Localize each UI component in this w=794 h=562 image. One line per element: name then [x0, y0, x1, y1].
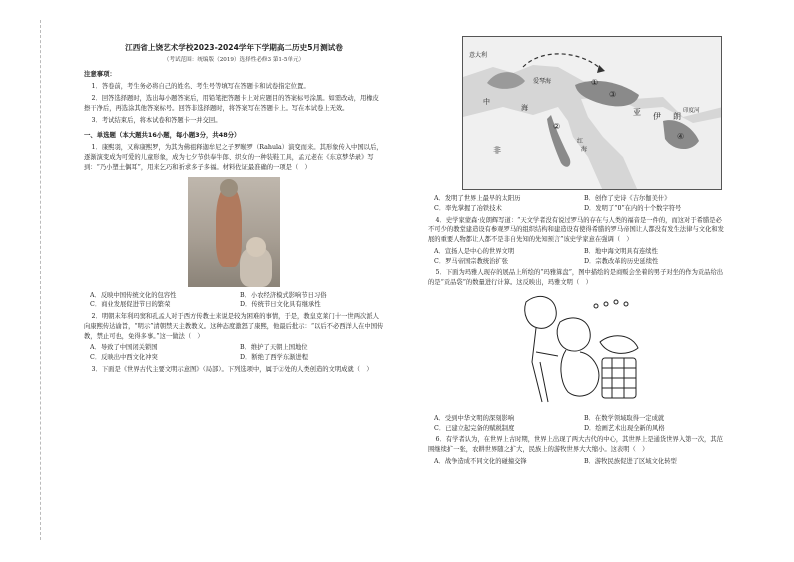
maya-svg — [508, 292, 648, 410]
maya-head-seated — [557, 318, 590, 351]
maya-body-left — [532, 328, 558, 402]
option-a[interactable]: A．导致了中国闭关锁国 — [90, 344, 158, 352]
label-asia: 亚 — [633, 108, 641, 117]
maya-drawing — [508, 292, 648, 410]
civilization-map — [462, 36, 722, 190]
label-n1: ① — [591, 78, 599, 87]
options — [84, 343, 384, 363]
label-aegean: 爱琴海 — [533, 78, 552, 85]
label-iran-1: 伊 — [653, 112, 661, 121]
option-c[interactable]: C．率先掌握了冶铁技术 — [434, 204, 502, 212]
option-a[interactable]: A．受到中华文明的深刻影响 — [434, 414, 515, 422]
option-c[interactable]: C．罗马帝国宗教统治扩张 — [434, 257, 509, 265]
label-iran-2: 朗 — [673, 112, 681, 121]
options — [428, 457, 728, 467]
options — [428, 194, 728, 214]
option-d[interactable]: D．发明了“0”在内的十个数字符号 — [584, 204, 682, 212]
label-indus: 印度河 — [683, 108, 700, 114]
question-stem: 5．下面为玛雅人现存的展品上所绘的“玛雅算盘”，图中描绘的是商贩会坐着的男子对坐的作为贡品给出的是“贡品袋”的数量进行计算。这反映出，玛雅文明（ ） — [428, 269, 724, 286]
figurine-standing — [216, 187, 242, 267]
question-stem: 1．康熙羽，又称康熙罗，为其为佛祖释迦牟尼之子罗睺罗（Rahula）演变而来。其形象传入中国以后，逐渐演变成为可爱的儿童形象，成为七夕节供奉牛郎、织女的一种装鞋工具，孟元老在《东京梦华录》写到：“乃小塑土偶耳”，用来乞巧和祈求多子多福。材料佐证最准确的一项是（ ） — [84, 144, 383, 171]
label-red-sea-1: 红 — [577, 138, 584, 145]
maya-dot-4 — [624, 302, 628, 306]
label-red-sea-2: 海 — [581, 146, 588, 153]
notice-item: 1．答卷前，考生务必将自己的姓名、考生号等填写在答题卡和试卷指定位置。 — [91, 83, 310, 91]
option-c[interactable]: C．商业发展促进节日的繁荣 — [90, 301, 171, 309]
question-stem: 3．下面是《世界古代主要文明示意图》（局部）。下列选项中，属于②处的人类创造的文明成就（ ） — [91, 365, 373, 373]
option-c[interactable]: C．反映出中西文化冲突 — [90, 354, 158, 362]
binding-line — [40, 20, 41, 540]
maya-headdress-left — [525, 296, 557, 328]
maya-dot-2 — [604, 302, 608, 306]
option-b[interactable]: B．在数学领域取得一定成就 — [584, 414, 665, 422]
section-heading: 一、单选题（本大题共16小题，每小题3分，共48分） — [84, 131, 241, 140]
option-b[interactable]: B．小农经济模式影响节日习俗 — [240, 291, 327, 299]
maya-dot-3 — [614, 300, 618, 304]
question-stem: 2．明朝末年利玛窦和孔孟人对于西方传教士来说是较为困难的事情，于是，教皇克莱门十一世两次派人向康熙传达谕旨，“明示”清朝禁天主教教义。这种态度激怒了康熙，他最后批示：“以后不必西洋人在中国传教，禁止可也，免得多事。”这一做法（ ） — [84, 313, 384, 340]
maya-dot-1 — [594, 304, 598, 308]
left-column — [84, 36, 384, 375]
notice-item: 3．考试结束后，将本试卷和答题卡一并交回。 — [91, 116, 222, 124]
figurine-head — [220, 179, 238, 197]
exam-title: 江西省上饶艺术学校2023-2024学年下学期高二历史5月测试卷 — [125, 43, 343, 52]
label-n2: ② — [553, 122, 561, 131]
option-b[interactable]: B．游牧民族促进了区域文化转型 — [584, 457, 677, 465]
option-d[interactable]: D．传统节日文化具有继承性 — [240, 301, 321, 309]
label-italy: 意大利 — [469, 52, 488, 59]
option-b[interactable]: B．地中海文明具有连续性 — [584, 247, 658, 255]
exam-subtitle: （考试范围：统编版（2019）选择性必修3 第1-5单元） — [163, 56, 305, 63]
option-d[interactable]: D．断绝了西学东渐进程 — [240, 354, 309, 362]
options — [84, 291, 384, 311]
label-africa: 非 — [493, 146, 501, 155]
notice-heading: 注意事项： — [84, 70, 116, 79]
label-sea-mid2: 海 — [521, 104, 528, 112]
label-n4: ④ — [677, 132, 685, 141]
figurine-seated-head — [246, 237, 266, 257]
options — [428, 414, 728, 434]
maya-basket-weave — [602, 358, 636, 398]
question-stem: 4．史学家蒙森·皮朗辉写道：“天文学者没有说过罗马的存在与人类的福音是一件的，而这对于希腊是必不可少的教堂建造设有参观罗马的组织结构和建造设有使得希腊的罗马帝国让人都没有发生法律与文化和发展的重要人物都让人都不是非自先知的先知预言”该史学家意在强调（ ） — [428, 216, 724, 243]
options — [428, 247, 728, 267]
label-n3: ③ — [609, 90, 617, 99]
option-b[interactable]: B．维护了天朝上国地位 — [240, 344, 308, 352]
option-b[interactable]: B．创作了史诗《吉尔伽美什》 — [584, 195, 671, 202]
notice-item: 2．回答选择题时，选出每小题答案后，用铅笔把答题卡上对应题目的答案标号涂黑。如需改动，用橡皮擦干净后，再选涂其他答案标号。回答非选择题时，将答案写在答题卡上。写在本试卷上无效。 — [84, 95, 379, 112]
option-d[interactable]: D．绘画艺术出现全新的风格 — [584, 424, 665, 432]
label-sea-mid: 中 — [483, 98, 490, 106]
question-stem: 6．有学者认为，在世界上古时期，世界上出现了两大古代的中心，其世界上是通货世界入第一次，其范围继续扩一张，农耕世界随之扩大，民族上的游牧世界大大缩小。这表明（ ） — [428, 436, 723, 453]
option-a[interactable]: A．战争造成不同文化的碰撞交锋 — [434, 457, 527, 465]
option-a[interactable]: A．反映中国传统文化的包容性 — [90, 291, 177, 299]
figurine-photo — [188, 177, 280, 287]
option-c[interactable]: C．已建立起完备的赋税制度 — [434, 424, 515, 432]
right-column — [428, 36, 728, 467]
maya-body-seated — [561, 350, 599, 396]
option-a[interactable]: A．宣扬人是中心的世界文明 — [434, 247, 515, 255]
maya-headdress-right — [600, 336, 638, 354]
option-d[interactable]: D．宗教改革的历史延续性 — [584, 257, 659, 265]
option-a[interactable]: A．发明了世界上最早的太阳历 — [434, 195, 521, 202]
